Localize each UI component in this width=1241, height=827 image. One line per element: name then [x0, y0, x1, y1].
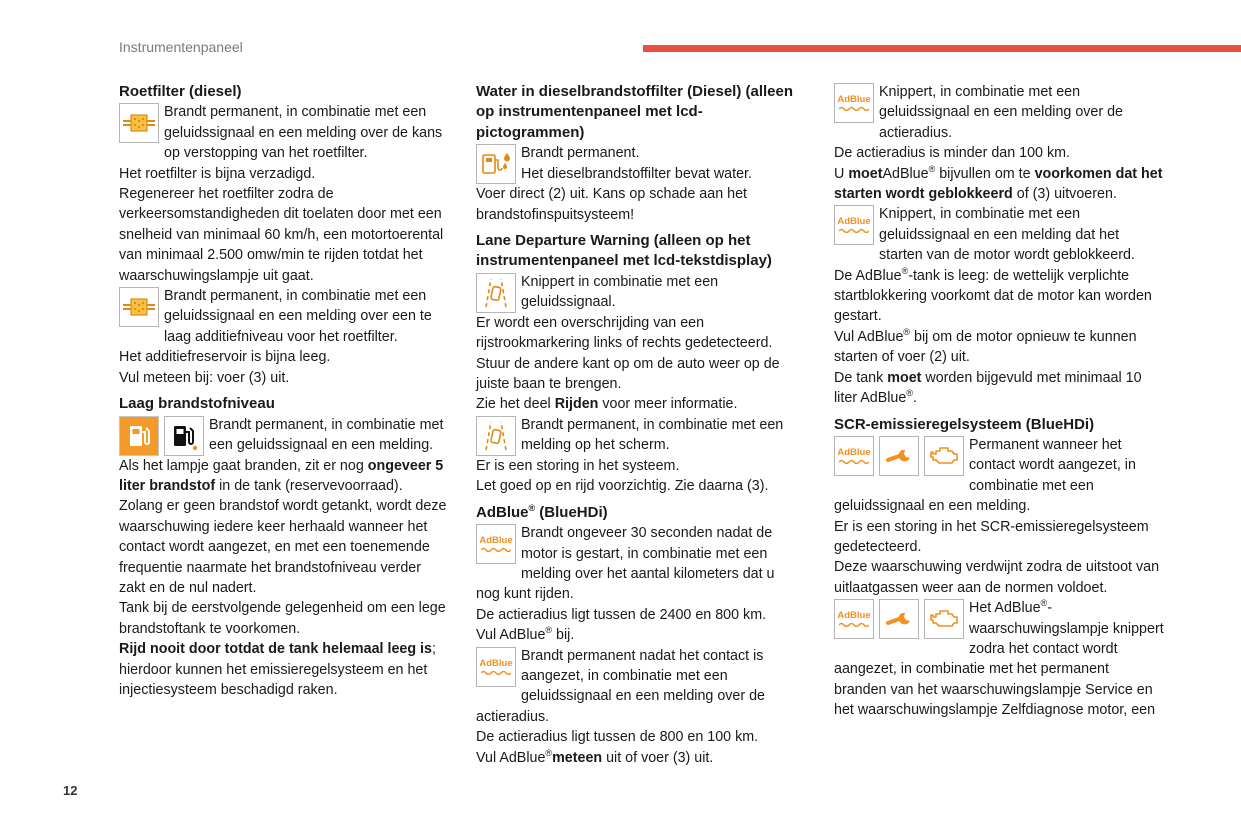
particle-filter-icon: [119, 103, 159, 143]
section-heading-water: Water in dieselbrandstoffilter (Diesel) (alleen op instrumentenpaneel met lcd-pictogrammen): [476, 83, 794, 141]
section-heading-roetfilter: Roetfilter (diesel): [119, 83, 242, 100]
warning-block-water: [476, 143, 801, 184]
paragraph: Let goed op en rijd voorzichtig. Zie daarna (3).: [476, 478, 769, 495]
paragraph: Er is een storing in het systeem.: [476, 457, 680, 474]
engine-icon: [924, 436, 964, 476]
warning-text: Brandt permanent nadat het contact is aangezet, in combinatie met een geluidssignaal en een melding over de actieradius.: [476, 647, 766, 725]
paragraph: Vul AdBlue® bij om de motor opnieuw te kunnen starten of voer (2) uit.: [834, 327, 1137, 366]
lane-departure-icon: [476, 273, 516, 313]
warning-block-scr-2: [834, 598, 1164, 720]
warning-block-scr-1: [834, 435, 1164, 517]
paragraph: Voer direct (2) uit. Kans op schade aan het brandstofinspuitsysteem!: [476, 186, 748, 223]
warning-text: Het dieselbrandstoffilter bevat water.: [521, 165, 752, 182]
warning-block-lane-2: [476, 415, 801, 456]
wrench-icon: [879, 436, 919, 476]
paragraph: De actieradius ligt tussen de 800 en 100 km.: [476, 729, 759, 746]
water-in-fuel-icon: [476, 144, 516, 184]
warning-text: Brandt permanent, in combinatie met een geluidssignaal en een melding over de kans op verstopping van het roetfilter.: [164, 104, 443, 162]
paragraph: De AdBlue®-tank is leeg: de wettelijk verplichte startblokkering voorkomt dat de motor kan worden gestart.: [834, 265, 1152, 325]
paragraph: Rijd nooit door totdat de tank helemaal leeg is; hierdoor kunnen het emissieregelsysteem en het injectiesysteem beschadigd raken.: [119, 641, 436, 698]
warning-block-adblue-1: [476, 523, 801, 605]
adblue-icon: AdBlue: [834, 205, 874, 245]
paragraph: Zolang er geen brandstof wordt getankt, wordt deze waarschuwing iedere keer herhaald wanneer het contact wordt aangezet, en met een toenemende frequentie naarmate het brandstofniveau verder zakt en de nul nadert.: [119, 498, 447, 596]
warning-text: Permanent wanneer het contact wordt aangezet, in combinatie met een geluidssignaal en een melding.: [834, 436, 1136, 515]
warning-block-brandstof: [119, 415, 451, 456]
paragraph: U moetAdBlue® bijvullen om te voorkomen dat het starten wordt geblokkeerd of (3) uitvoeren.: [834, 163, 1163, 203]
warning-block-lane-1: [476, 272, 801, 313]
warning-text: Brandt ongeveer 30 seconden nadat de motor is gestart, in combinatie met een melding over het aantal kilometers dat u nog kunt rijden.: [476, 525, 775, 603]
warning-text: Brandt permanent, in combinatie met een geluidssignaal en een melding over een te laag additiefniveau voor het roetfilter.: [164, 288, 432, 345]
adblue-icon: AdBlue: [834, 83, 874, 123]
engine-icon: [924, 599, 964, 639]
warning-block-adblue-4: [834, 204, 1164, 265]
warning-text: Knippert, in combinatie met een geluidssignaal en een melding dat het starten van de motor wordt geblokkeerd.: [879, 206, 1135, 264]
fuel-pump-icon: [164, 416, 204, 456]
paragraph: Het roetfilter is bijna verzadigd.: [119, 165, 316, 182]
section-heading-brandstof: Laag brandstofniveau: [119, 395, 275, 413]
column-2: [476, 82, 801, 768]
column-3: [834, 82, 1164, 721]
warning-text: Brandt permanent, in combinatie met een geluidssignaal en een melding.: [209, 416, 444, 453]
paragraph: Stuur de andere kant op om de auto weer op de juiste baan te brengen.: [476, 355, 780, 393]
paragraph: Vul meteen bij: voer (3) uit.: [119, 369, 290, 386]
warning-text: Brandt permanent, in combinatie met een melding op het scherm.: [521, 416, 784, 454]
warning-text: Knippert, in combinatie met een geluidssignaal en een melding over de actieradius.: [879, 84, 1124, 141]
paragraph: Het additiefreservoir is bijna leeg.: [119, 349, 331, 366]
warning-block-adblue-2: [476, 646, 801, 728]
warning-text: Knippert in combinatie met een geluidssignaal.: [521, 273, 719, 311]
paragraph: Er wordt een overschrijding van een rijstrookmarkering links of rechts gedetecteerd.: [476, 314, 773, 352]
paragraph: Als het lampje gaat branden, zit er nog ongeveer 5 liter brandstof in de tank (reservevoorraad).: [119, 457, 444, 494]
paragraph: De tank moet worden bijgevuld met minimaal 10 liter AdBlue®.: [834, 369, 1142, 407]
adblue-icon: AdBlue: [476, 524, 516, 564]
warning-block-adblue-3: [834, 82, 1164, 143]
warning-text: Brandt permanent.: [521, 145, 640, 162]
section-heading-adblue: AdBlue® (BlueHDi): [476, 502, 608, 521]
warning-block-roetfilter-2: [119, 286, 451, 347]
particle-filter-icon: [119, 287, 159, 327]
paragraph: Er is een storing in het SCR-emissieregelsysteem gedetecteerd.: [834, 518, 1149, 555]
adblue-icon: AdBlue: [834, 599, 874, 639]
paragraph: Vul AdBlue®meteen uit of voer (3) uit.: [476, 747, 714, 766]
adblue-icon: AdBlue: [476, 647, 516, 687]
section-heading-scr: SCR-emissieregelsysteem (BlueHDi): [834, 415, 1095, 433]
paragraph: Zie het deel Rijden voor meer informatie.: [476, 396, 738, 413]
fuel-pump-icon: [119, 416, 159, 456]
header-accent-bar: [643, 45, 1241, 52]
paragraph: Vul AdBlue® bij.: [476, 625, 575, 644]
section-heading-lane-departure: Lane Departure Warning (alleen op het instrumentenpaneel met lcd-tekstdisplay): [476, 232, 772, 270]
paragraph: Regenereer het roetfilter zodra de verkeersomstandigheden dit toelaten door met een snelheid van minimaal 60 km/h, een motortoerental van minimaal 2.500 omw/min te rijden totdat het waarschuwingslampje uit gaat.: [119, 186, 444, 284]
paragraph: Tank bij de eerstvolgende gelegenheid om een lege brandstoftank te voorkomen.: [119, 600, 446, 637]
warning-block-roetfilter-1: [119, 102, 451, 163]
paragraph: Deze waarschuwing verdwijnt zodra de uitstoot van uitlaatgassen weer aan de normen voldoet.: [834, 559, 1160, 596]
lane-departure-icon: [476, 416, 516, 456]
column-1: [119, 82, 451, 700]
paragraph: De actieradius is minder dan 100 km.: [834, 145, 1071, 162]
warning-text: Het AdBlue®-waarschuwingslampje knippert zodra het contact wordt aangezet, in combinatie met het permanent branden van het waarschuwingslampje Service en het waarschuwingslampje Zelfdiagnose motor, een: [834, 598, 1164, 719]
adblue-icon: AdBlue: [834, 436, 874, 476]
wrench-icon: [879, 599, 919, 639]
paragraph: De actieradius ligt tussen de 2400 en 800 km.: [476, 606, 767, 623]
running-header: Instrumentenpaneel: [119, 39, 243, 55]
page-number: 12: [63, 783, 78, 798]
